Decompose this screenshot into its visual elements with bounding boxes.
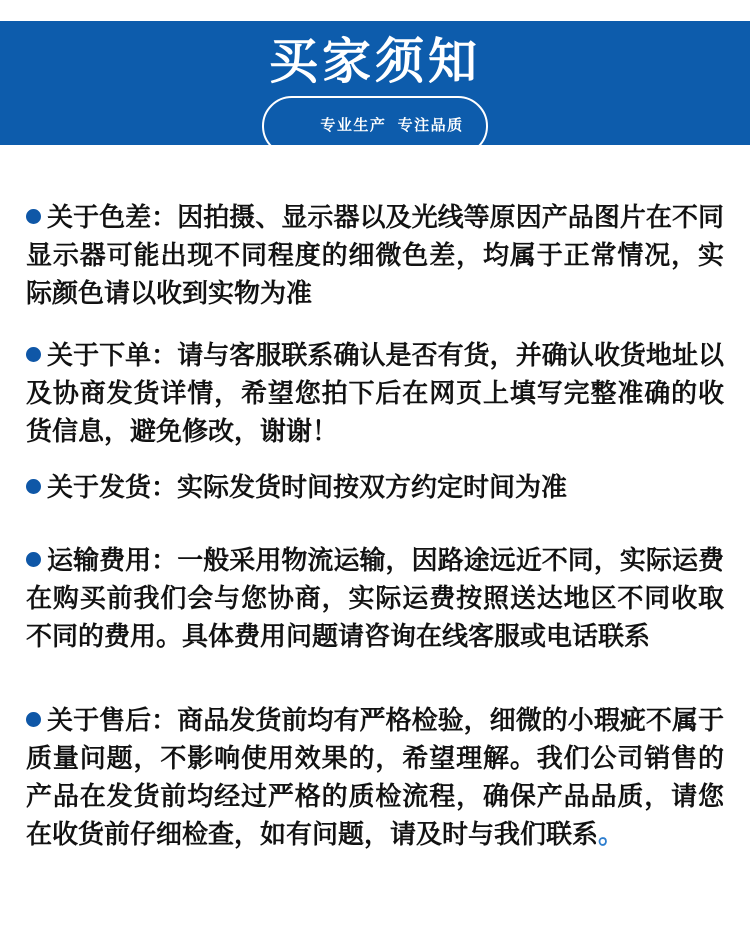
notice-text: 商品发货前均有严格检验，细微的小瑕疵不属于质量问题，不影响使用效果的，希望理解。我们公司销售的产品在发货前均经过严格的质检流程，确保产品品质，请您在收货前仔细检查，如有问题，请及时与我们联系 (26, 705, 724, 849)
notice-shipping (26, 468, 724, 506)
notice-label: 运输费用： (47, 545, 178, 575)
bullet-icon (26, 347, 41, 362)
header-banner (0, 21, 750, 145)
notice-text: 请与客服联系确认是否有货，并确认收货地址以及协商发货详情，希望您拍下后在网页上填写完整准确的收货信息，避免修改，谢谢！ (26, 340, 724, 446)
subtitle-badge-label: 专业生产 专注品质 (320, 117, 464, 135)
bullet-icon (26, 209, 41, 224)
notice-after-sales (26, 701, 724, 853)
notice-period: 。 (598, 819, 625, 849)
subtitle-badge (262, 96, 487, 156)
bullet-icon (26, 479, 41, 494)
notice-label: 关于售后： (47, 705, 178, 735)
page-title: 买家须知 (268, 35, 481, 89)
bullet-icon (26, 712, 41, 727)
notice-label: 关于发货： (47, 472, 178, 502)
notice-label: 关于下单： (47, 340, 178, 370)
bullet-icon (26, 552, 41, 567)
notice-ordering (26, 336, 724, 450)
notice-color-difference (26, 198, 724, 312)
notice-label: 关于色差： (47, 202, 178, 232)
notice-text: 因拍摄、显示器以及光线等原因产品图片在不同显示器可能出现不同程度的细微色差，均属于正常情况，实际颜色请以收到实物为准 (26, 202, 724, 308)
notice-text: 实际发货时间按双方约定时间为准 (177, 472, 568, 502)
notice-text: 一般采用物流运输，因路途远近不同，实际运费在购买前我们会与您协商，实际运费按照送达地区不同收取不同的费用。具体费用问题请咨询在线客服或电话联系 (26, 545, 724, 651)
notice-freight (26, 541, 724, 655)
notice-content (0, 145, 750, 853)
